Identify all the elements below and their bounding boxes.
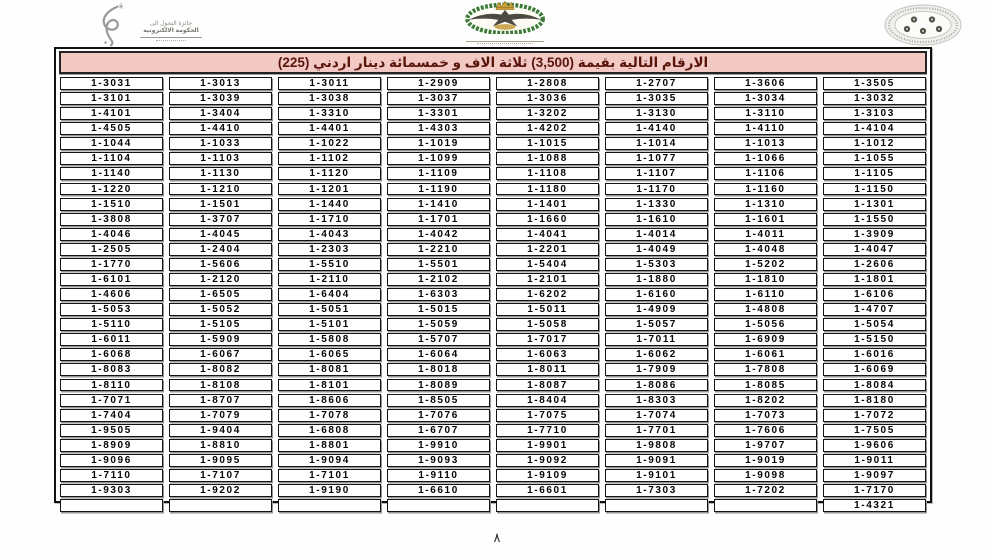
table-cell: 1-5051 [278, 303, 381, 316]
table-cell: 1-1013 [714, 137, 817, 150]
table-cell: 1-3110 [714, 107, 817, 120]
table-cell: 1-8801 [278, 439, 381, 452]
table-cell: 1-3808 [60, 213, 163, 226]
table-cell: 1-3606 [714, 77, 817, 90]
table-cell [714, 499, 817, 512]
table-cell: 1-6069 [823, 363, 926, 376]
jordan-coat-of-arms-icon [451, 21, 559, 38]
table-cell: 1-4140 [605, 122, 708, 135]
table-cell: 1-1033 [169, 137, 272, 150]
table-cell: 1-5202 [714, 258, 817, 271]
table-cell: 1-6610 [387, 484, 490, 497]
table-cell: 1-8909 [60, 439, 163, 452]
table-cell: 1-2101 [496, 273, 599, 286]
table-cell: 1-1220 [60, 183, 163, 196]
table-cell: 1-6068 [60, 348, 163, 361]
table-cell: 1-5058 [496, 318, 599, 331]
table-cell: 1-9110 [387, 469, 490, 482]
table-cell: 1-4045 [169, 228, 272, 241]
table-cell [169, 499, 272, 512]
table-cell [387, 499, 490, 512]
table-cell: 1-4909 [605, 303, 708, 316]
table-cell: 1-9092 [496, 454, 599, 467]
table-cell: 1-8011 [496, 363, 599, 376]
table-cell: 1-4707 [823, 303, 926, 316]
table-cell: 1-9093 [387, 454, 490, 467]
table-cell: 1-1012 [823, 137, 926, 150]
table-cell: 1-1108 [496, 167, 599, 180]
table-cell: 1-8110 [60, 379, 163, 392]
table-cell: 1-6505 [169, 288, 272, 301]
table-cell: 1-3707 [169, 213, 272, 226]
table-cell: 1-4014 [605, 228, 708, 241]
table-cell: 1-1660 [496, 213, 599, 226]
table-cell: 1-9202 [169, 484, 272, 497]
table-cell: 1-6202 [496, 288, 599, 301]
table-cell: 1-1088 [496, 152, 599, 165]
table-cell: 1-2120 [169, 273, 272, 286]
table-cell: 1-7701 [605, 424, 708, 437]
table-cell: 1-4042 [387, 228, 490, 241]
circular-seal [880, 2, 966, 53]
table-cell: 1-3202 [496, 107, 599, 120]
table-cell [278, 499, 381, 512]
table-cell: 1-9109 [496, 469, 599, 482]
table-cell: 1-5101 [278, 318, 381, 331]
table-cell: 1-9094 [278, 454, 381, 467]
table-cell: 1-5015 [387, 303, 490, 316]
table-cell: 1-9910 [387, 439, 490, 452]
table-cell: 1-7075 [496, 409, 599, 422]
table-cell: 1-1301 [823, 198, 926, 211]
table-cell: 1-3909 [823, 228, 926, 241]
table-cell: 1-1077 [605, 152, 708, 165]
egov-award-logo [88, 2, 202, 53]
table-cell: 1-8606 [278, 394, 381, 407]
table-cell: 1-6909 [714, 333, 817, 346]
table-cell: 1-1810 [714, 273, 817, 286]
table-cell: 1-3036 [496, 92, 599, 105]
table-cell: 1-7076 [387, 409, 490, 422]
table-cell: 1-9404 [169, 424, 272, 437]
egov-award-rule [140, 37, 202, 38]
table-cell: 1-6101 [60, 273, 163, 286]
table-cell: 1-1170 [605, 183, 708, 196]
table-cell: 1-4043 [278, 228, 381, 241]
table-cell: 1-4101 [60, 107, 163, 120]
table-cell: 1-7505 [823, 424, 926, 437]
table-cell: 1-5404 [496, 258, 599, 271]
table-cell: 1-1104 [60, 152, 163, 165]
table-cell: 1-8081 [278, 363, 381, 376]
table-cell: 1-6065 [278, 348, 381, 361]
table-cell: 1-5606 [169, 258, 272, 271]
table-cell: 1-8108 [169, 379, 272, 392]
table-cell: 1-1710 [278, 213, 381, 226]
table-cell: 1-5054 [823, 318, 926, 331]
table-cell: 1-6064 [387, 348, 490, 361]
table-cell: 1-1130 [169, 167, 272, 180]
table-cell: 1-6063 [496, 348, 599, 361]
table-cell: 1-1770 [60, 258, 163, 271]
table-cell: 1-8505 [387, 394, 490, 407]
table-cell: 1-2201 [496, 243, 599, 256]
table-cell: 1-9303 [60, 484, 163, 497]
table-cell: 1-6808 [278, 424, 381, 437]
table-cell [496, 499, 599, 512]
table-cell: 1-3011 [278, 77, 381, 90]
table-cell: 1-2808 [496, 77, 599, 90]
table-cell: 1-7107 [169, 469, 272, 482]
table-cell: 1-3301 [387, 107, 490, 120]
table-cell: 1-9098 [714, 469, 817, 482]
table-cell: 1-2606 [823, 258, 926, 271]
table-cell: 1-5303 [605, 258, 708, 271]
table-cell: 1-7073 [714, 409, 817, 422]
table-cell: 1-6303 [387, 288, 490, 301]
egov-award-dots [156, 40, 186, 41]
numbers-grid [59, 76, 927, 513]
table-cell: 1-4041 [496, 228, 599, 241]
table-cell: 1-6106 [823, 288, 926, 301]
table-cell: 1-1160 [714, 183, 817, 196]
table-cell: 1-7808 [714, 363, 817, 376]
table-cell: 1-1401 [496, 198, 599, 211]
table-cell: 1-7074 [605, 409, 708, 422]
table-cell: 1-9097 [823, 469, 926, 482]
table-cell: 1-5808 [278, 333, 381, 346]
table-cell: 1-5707 [387, 333, 490, 346]
table-cell: 1-6067 [169, 348, 272, 361]
table-cell: 1-6062 [605, 348, 708, 361]
table-cell: 1-4321 [823, 499, 926, 512]
table-cell: 1-1014 [605, 137, 708, 150]
table-cell: 1-6016 [823, 348, 926, 361]
egov-award-text [140, 21, 202, 41]
table-cell: 1-3103 [823, 107, 926, 120]
table-cell: 1-9707 [714, 439, 817, 452]
table-cell: 1-9808 [605, 439, 708, 452]
table-cell: 1-4110 [714, 122, 817, 135]
table-cell: 1-4410 [169, 122, 272, 135]
table-cell: 1-5510 [278, 258, 381, 271]
page-number: ٨ [493, 531, 501, 546]
table-cell: 1-1501 [169, 198, 272, 211]
table-cell: 1-5105 [169, 318, 272, 331]
table-cell: 1-4048 [714, 243, 817, 256]
table-cell: 1-7710 [496, 424, 599, 437]
table-cell: 1-3505 [823, 77, 926, 90]
logo-band [0, 0, 994, 48]
table-cell: 1-1510 [60, 198, 163, 211]
table-cell: 1-1550 [823, 213, 926, 226]
table-cell: 1-1015 [496, 137, 599, 150]
table-cell: 1-1410 [387, 198, 490, 211]
table-cell: 1-8018 [387, 363, 490, 376]
table-cell: 1-5057 [605, 318, 708, 331]
table-cell: 1-7079 [169, 409, 272, 422]
table-cell: 1-1880 [605, 273, 708, 286]
table-cell: 1-8180 [823, 394, 926, 407]
table-cell: 1-9901 [496, 439, 599, 452]
table-cell: 1-1190 [387, 183, 490, 196]
table-cell: 1-1109 [387, 167, 490, 180]
table-cell: 1-6061 [714, 348, 817, 361]
table-cell: 1-2210 [387, 243, 490, 256]
table-cell: 1-3039 [169, 92, 272, 105]
table-cell: 1-1022 [278, 137, 381, 150]
table-cell: 1-7071 [60, 394, 163, 407]
table-cell: 1-2909 [387, 77, 490, 90]
table-cell: 1-4401 [278, 122, 381, 135]
table-cell: 1-5011 [496, 303, 599, 316]
table-cell: 1-9019 [714, 454, 817, 467]
jordan-coat-of-arms [450, 0, 560, 44]
table-cell: 1-5053 [60, 303, 163, 316]
table-cell: 1-1201 [278, 183, 381, 196]
table-cell: 1-3031 [60, 77, 163, 90]
table-cell: 1-8707 [169, 394, 272, 407]
table-cell: 1-9095 [169, 454, 272, 467]
table-cell: 1-1055 [823, 152, 926, 165]
table-cell: 1-8101 [278, 379, 381, 392]
egov-award-line2: الحكومة الالكترونية [143, 28, 199, 34]
table-cell: 1-7017 [496, 333, 599, 346]
coat-of-arms-caption [466, 41, 544, 45]
table-cell: 1-1180 [496, 183, 599, 196]
table-cell: 1-8087 [496, 379, 599, 392]
table-cell: 1-4049 [605, 243, 708, 256]
table-cell: 1-1601 [714, 213, 817, 226]
table-cell: 1-1801 [823, 273, 926, 286]
table-cell: 1-1330 [605, 198, 708, 211]
table-cell: 1-9606 [823, 439, 926, 452]
table-cell: 1-4606 [60, 288, 163, 301]
table-cell: 1-7909 [605, 363, 708, 376]
table-cell: 1-7170 [823, 484, 926, 497]
table-cell: 1-9096 [60, 454, 163, 467]
table-cell: 1-1440 [278, 198, 381, 211]
table-cell: 1-1107 [605, 167, 708, 180]
table-cell: 1-1150 [823, 183, 926, 196]
table-cell: 1-5909 [169, 333, 272, 346]
table-cell: 1-1610 [605, 213, 708, 226]
table-cell: 1-3404 [169, 107, 272, 120]
table-cell: 1-8086 [605, 379, 708, 392]
table-cell: 1-7202 [714, 484, 817, 497]
table-cell [605, 499, 708, 512]
table-cell: 1-7110 [60, 469, 163, 482]
table-cell: 1-9091 [605, 454, 708, 467]
table-cell: 1-2505 [60, 243, 163, 256]
table-cell: 1-8810 [169, 439, 272, 452]
table-cell: 1-4505 [60, 122, 163, 135]
table-cell: 1-6160 [605, 288, 708, 301]
egov-award-line1: جائزة التحول الى [149, 20, 193, 27]
table-cell: 1-3101 [60, 92, 163, 105]
table-cell: 1-3032 [823, 92, 926, 105]
table-cell: 1-2110 [278, 273, 381, 286]
table-cell: 1-1105 [823, 167, 926, 180]
table-cell: 1-5501 [387, 258, 490, 271]
table-cell: 1-6404 [278, 288, 381, 301]
table-cell: 1-4808 [714, 303, 817, 316]
table-cell: 1-1102 [278, 152, 381, 165]
table-cell: 1-7404 [60, 409, 163, 422]
table-cell: 1-2303 [278, 243, 381, 256]
table-cell: 1-1044 [60, 137, 163, 150]
table-cell: 1-7101 [278, 469, 381, 482]
table-cell: 1-8303 [605, 394, 708, 407]
table-cell: 1-4046 [60, 228, 163, 241]
table-cell: 1-4104 [823, 122, 926, 135]
table-cell: 1-7072 [823, 409, 926, 422]
table-cell: 1-8404 [496, 394, 599, 407]
table-cell: 1-8082 [169, 363, 272, 376]
table-cell: 1-2102 [387, 273, 490, 286]
numbers-table [54, 47, 932, 512]
table-cell: 1-3038 [278, 92, 381, 105]
table-cell: 1-7078 [278, 409, 381, 422]
table-cell: 1-9505 [60, 424, 163, 437]
table-cell: 1-6011 [60, 333, 163, 346]
table-cell: 1-5059 [387, 318, 490, 331]
table-cell: 1-3035 [605, 92, 708, 105]
table-cell: 1-6110 [714, 288, 817, 301]
table-cell: 1-1066 [714, 152, 817, 165]
table-cell: 1-9101 [605, 469, 708, 482]
table-cell: 1-1210 [169, 183, 272, 196]
table-cell: 1-5110 [60, 318, 163, 331]
table-cell: 1-1099 [387, 152, 490, 165]
table-cell: 1-1310 [714, 198, 817, 211]
table-cell: 1-4202 [496, 122, 599, 135]
table-cell: 1-4011 [714, 228, 817, 241]
table-cell: 1-3013 [169, 77, 272, 90]
table-cell: 1-5052 [169, 303, 272, 316]
egov-award-swirl-icon [88, 2, 136, 53]
table-cell: 1-3130 [605, 107, 708, 120]
table-cell: 1-9011 [823, 454, 926, 467]
table-cell: 1-3310 [278, 107, 381, 120]
table-cell: 1-6601 [496, 484, 599, 497]
table-cell: 1-2404 [169, 243, 272, 256]
table-cell: 1-4303 [387, 122, 490, 135]
table-cell: 1-5056 [714, 318, 817, 331]
table-cell: 1-1103 [169, 152, 272, 165]
table-cell: 1-7011 [605, 333, 708, 346]
table-cell: 1-7606 [714, 424, 817, 437]
table-cell: 1-5150 [823, 333, 926, 346]
table-cell: 1-1019 [387, 137, 490, 150]
table-cell: 1-8202 [714, 394, 817, 407]
table-cell: 1-4047 [823, 243, 926, 256]
table-cell [60, 499, 163, 512]
table-cell: 1-2707 [605, 77, 708, 90]
table-cell: 1-8083 [60, 363, 163, 376]
table-cell: 1-7303 [605, 484, 708, 497]
table-cell: 1-8089 [387, 379, 490, 392]
table-cell: 1-1120 [278, 167, 381, 180]
table-cell: 1-1701 [387, 213, 490, 226]
table-cell: 1-8085 [714, 379, 817, 392]
table-cell: 1-3034 [714, 92, 817, 105]
table-cell: 1-8084 [823, 379, 926, 392]
table-cell: 1-1140 [60, 167, 163, 180]
table-cell: 1-9190 [278, 484, 381, 497]
table-title-bar: الارقام التالية بقيمة (3,500) ثلاثة الاف و خمسمائة دينار اردني (225) [59, 51, 927, 74]
table-cell: 1-3037 [387, 92, 490, 105]
table-cell: 1-6707 [387, 424, 490, 437]
table-cell: 1-1106 [714, 167, 817, 180]
